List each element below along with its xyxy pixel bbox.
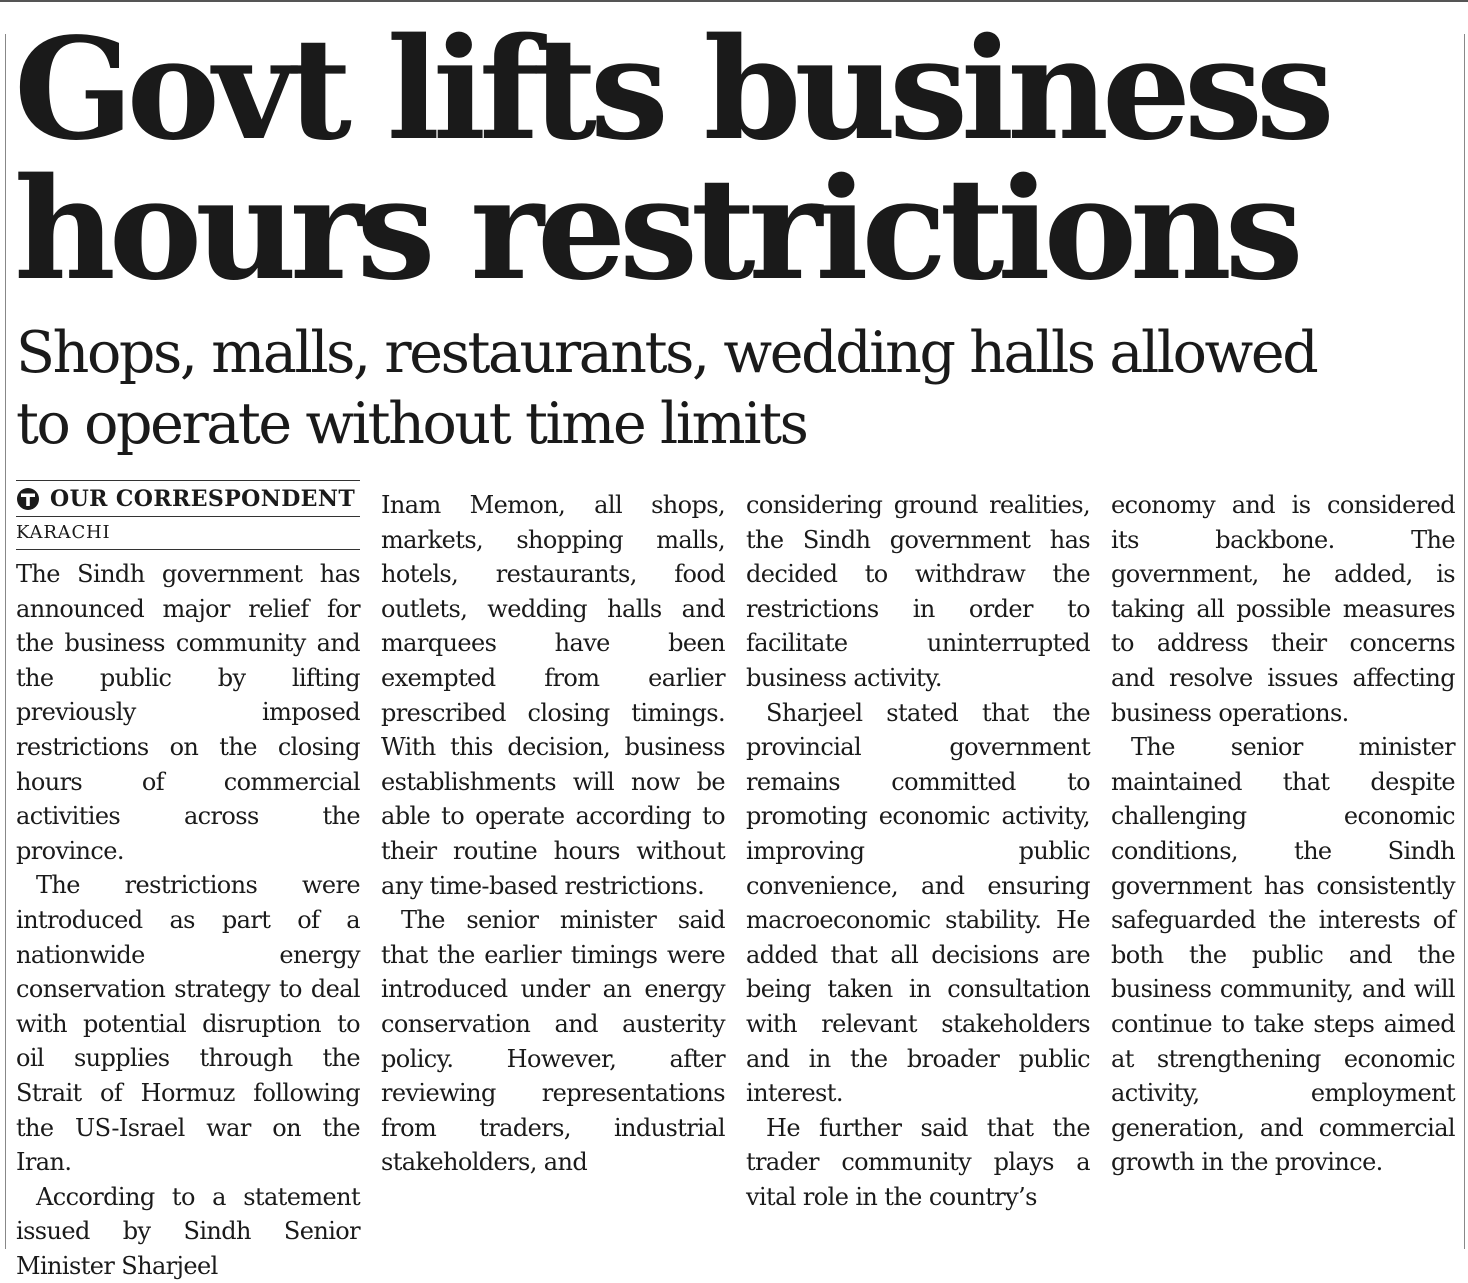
byline [16,480,360,550]
byline-location-row [16,517,360,549]
byline-author-row [16,481,360,516]
left-border-rule [5,34,6,1249]
headline-line-2: hours restrictions [14,148,1297,312]
subheadline [16,318,1456,460]
paragraph: Inam Memon, all shops, markets, shopping malls, hotels, restaurants, food outlets, wedding halls and marquees have been exempted from earlier prescribed closing timings. With this decision, business establishments will now be able to operate according to their routine hours without any time-based restrictions. [381,491,725,900]
paragraph: He further said that the trader community plays a vital role in the country’s [746,1113,1090,1211]
paragraph: The senior minister maintained that despite challenging economic conditions, the Sindh government has consistently safeguarded the interests of both the public and the business community, and will continue to take steps aimed at strengthening economic activity, employment generation, and commercial growth in the province. [1111,733,1455,1177]
headline [14,8,1454,312]
article-column-4 [1111,488,1455,1180]
paragraph: considering ground realities, the Sindh government has decided to withdraw the restrictions in order to facilitate uninterrupted business activity. [746,491,1090,692]
right-border-rule [1464,34,1465,1249]
paragraph: The senior minister said that the earlier timings were introduced under an energy conservation and austerity policy. However, after reviewing representations from traders, industrial stakeholders, and [381,906,725,1177]
byline-author: OUR CORRESPONDENT [50,485,356,512]
article-column-3 [746,488,1090,1214]
top-border-rule [0,0,1468,2]
tribune-logo-icon [16,487,40,511]
article-column-2 [381,488,725,1180]
article-column-1 [16,557,360,1283]
byline-bottom-rule [16,549,360,550]
subheadline-line-1: Shops, malls, restaurants, wedding halls allowed [16,320,1317,386]
paragraph: The restrictions were introduced as part of a nationwide energy conservation strategy to deal with potential disruption to oil supplies through the Strait of Hormuz following the US-Israel war on the Iran. [16,871,360,1177]
paragraph: According to a statement issued by Sindh Senior Minister Sharjeel [16,1182,360,1280]
headline-line-1: Govt lifts business [14,8,1328,172]
paragraph: Sharjeel stated that the provincial government remains committed to promoting economic activity, improving public convenience, and ensuring macroeconomic stability. He added that all decisions are being taken in consultation with relevant stakeholders and in the broader public interest. [746,698,1090,1108]
subheadline-line-2: to operate without time limits [16,391,807,457]
paragraph: The Sindh government has announced major relief for the business community and the public by lifting previously imposed restrictions on the closing hours of commercial activities across the province. [16,560,360,865]
dateline-location: KARACHI [16,522,111,543]
paragraph: economy and is considered its backbone. The government, he added, is taking all possible measures to address their concerns and resolve issues affecting business operations. [1111,491,1455,727]
